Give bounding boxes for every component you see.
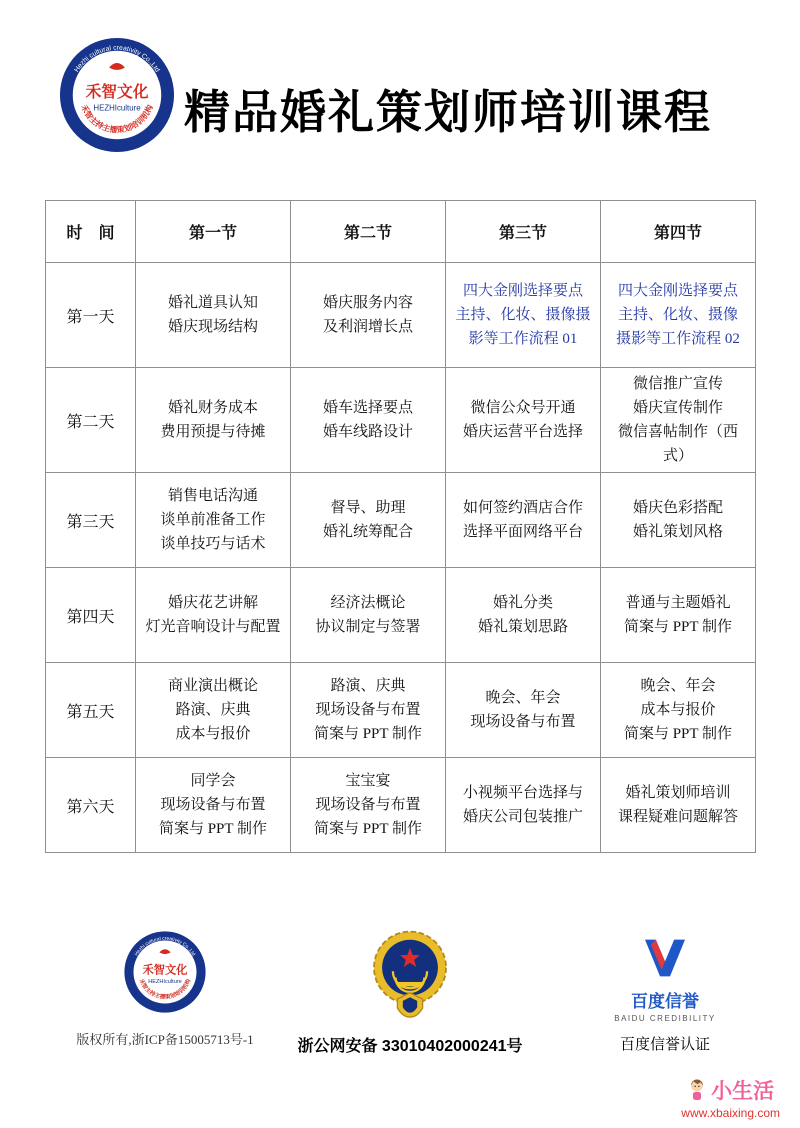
- course-line: 路演、庆典: [175, 702, 251, 718]
- logo-ring-top-text: Hezhi cultural creativity Co.,Ltd: [73, 44, 161, 74]
- day-label: 第五天: [46, 663, 136, 758]
- course-line: 晚会、年会: [485, 690, 561, 706]
- course-line: 婚礼统筹配合: [322, 524, 413, 540]
- logo-latin-text: HEZHIculture: [148, 979, 182, 986]
- logo-name-text: 禾智文化: [85, 83, 149, 101]
- course-line: 婚礼策划风格: [632, 524, 723, 540]
- course-cell: [136, 663, 291, 758]
- course-line: 婚车线路设计: [322, 424, 413, 440]
- course-line: 婚礼策划思路: [477, 619, 568, 635]
- police-record-text: 浙公网安备 33010402000241号: [297, 1038, 523, 1055]
- day-label: 第四天: [46, 568, 136, 663]
- course-line: 婚庆现场结构: [167, 319, 258, 335]
- course-cell: [446, 263, 601, 368]
- table-row: [46, 263, 756, 368]
- logo-ring-top-text: Hezhi cultural creativity Co.,Ltd: [134, 936, 196, 958]
- course-line: 简案与 PPT 制作: [623, 726, 733, 742]
- course-cell: [136, 263, 291, 368]
- course-table-body: [46, 263, 756, 853]
- course-line: 现场设备与布置: [470, 714, 576, 730]
- course-line: 谈单技巧与话术: [160, 536, 266, 552]
- baidu-credibility-icon: [640, 936, 690, 980]
- course-line: 微信喜帖制作（西式）: [617, 424, 738, 464]
- course-cell: [291, 368, 446, 473]
- course-cell: [601, 263, 756, 368]
- logo-ring-bottom-text: 禾智主持主播策划培训机构: [137, 978, 193, 1001]
- header-session-4: 第四节: [601, 201, 756, 263]
- course-cell: [136, 473, 291, 568]
- course-cell: [291, 263, 446, 368]
- header-time: 时 间: [46, 201, 136, 263]
- course-line: 简案与 PPT 制作: [158, 821, 268, 837]
- course-cell: [291, 758, 446, 853]
- course-line: 婚礼道具认知: [167, 295, 258, 311]
- course-line: 路演、庆典: [330, 678, 406, 694]
- course-line: 婚庆色彩搭配: [632, 500, 723, 516]
- course-line: 婚礼分类: [492, 595, 553, 611]
- course-line: 婚庆宣传制作: [632, 400, 723, 416]
- course-line: 如何签约酒店合作: [462, 500, 583, 516]
- header-logo-block: [58, 36, 176, 159]
- day-label: 第一天: [46, 263, 136, 368]
- table-row: [46, 368, 756, 473]
- course-line: 宝宝宴: [345, 773, 391, 789]
- course-line: 销售电话沟通: [167, 488, 258, 504]
- table-row: [46, 663, 756, 758]
- course-line: 婚礼财务成本: [167, 400, 258, 416]
- course-cell: [446, 473, 601, 568]
- course-line: 同学会: [190, 773, 236, 789]
- table-row: [46, 568, 756, 663]
- header-session-3: 第三节: [446, 201, 601, 263]
- course-line: 普通与主题婚礼: [625, 595, 731, 611]
- course-line: 课程疑难问题解答: [617, 809, 738, 825]
- watermark-name: 小生活: [711, 1080, 775, 1103]
- course-line: 现场设备与布置: [315, 702, 421, 718]
- page-title: 精品婚礼策划师培训课程: [184, 86, 712, 138]
- course-line: 简案与 PPT 制作: [313, 821, 423, 837]
- table-header-row: [46, 201, 756, 263]
- footer-copyright-block: [55, 930, 275, 1048]
- site-watermark: [681, 1075, 780, 1120]
- table-row: [46, 473, 756, 568]
- course-cell: [291, 568, 446, 663]
- course-line: 婚庆服务内容: [322, 295, 413, 311]
- footer-baidu-block: [575, 936, 755, 1054]
- course-line: 经济法概论: [330, 595, 406, 611]
- logo-name-text: 禾智文化: [142, 964, 188, 977]
- day-label: 第二天: [46, 368, 136, 473]
- course-line: 摄影等工作流程 02: [616, 331, 740, 347]
- course-cell: [446, 368, 601, 473]
- course-cell: [601, 368, 756, 473]
- course-line: 婚车选择要点: [322, 400, 413, 416]
- course-line: 主持、化妆、摄像摄: [455, 307, 591, 323]
- header-session-2: 第二节: [291, 201, 446, 263]
- course-line: 选择平面网络平台: [462, 524, 583, 540]
- course-line: 微信推广宣传: [632, 376, 723, 392]
- course-cell: [291, 473, 446, 568]
- logo-latin-text: HEZHIculture: [93, 103, 141, 113]
- course-cell: [601, 568, 756, 663]
- course-cell: [446, 568, 601, 663]
- course-line: 小视频平台选择与: [462, 785, 583, 801]
- course-cell: [601, 473, 756, 568]
- icp-record-text: 版权所有,浙ICP备15005713号-1: [76, 1032, 254, 1047]
- course-line: 及利润增长点: [322, 319, 413, 335]
- course-cell: [446, 758, 601, 853]
- course-line: 简案与 PPT 制作: [623, 619, 733, 635]
- course-line: 四大金刚选择要点: [462, 283, 583, 299]
- watermark-url: www.xbaixing.com: [681, 1106, 780, 1120]
- course-cell: [601, 758, 756, 853]
- table-row: [46, 758, 756, 853]
- police-badge-icon: [365, 926, 455, 1020]
- course-line: 婚庆公司包装推广: [462, 809, 583, 825]
- course-line: 现场设备与布置: [315, 797, 421, 813]
- baidu-credibility-sub: BAIDU CREDIBILITY: [614, 1014, 716, 1023]
- baidu-cert-text: 百度信誉认证: [619, 1036, 710, 1053]
- course-line: 成本与报价: [640, 702, 716, 718]
- course-line: 简案与 PPT 制作: [313, 726, 423, 742]
- baidu-credibility-name: 百度信誉: [631, 992, 699, 1011]
- course-line: 督导、助理: [330, 500, 406, 516]
- course-schedule-table: [45, 200, 756, 853]
- course-line: 协议制定与签署: [315, 619, 421, 635]
- day-label: 第三天: [46, 473, 136, 568]
- course-cell: [136, 368, 291, 473]
- day-label: 第六天: [46, 758, 136, 853]
- course-cell: [136, 758, 291, 853]
- course-cell: [446, 663, 601, 758]
- course-line: 谈单前准备工作: [160, 512, 266, 528]
- course-cell: [291, 663, 446, 758]
- course-cell: [601, 663, 756, 758]
- hezhi-logo: [123, 930, 207, 1014]
- course-line: 商业演出概论: [167, 678, 258, 694]
- course-line: 现场设备与布置: [160, 797, 266, 813]
- course-line: 婚礼策划师培训: [625, 785, 731, 801]
- mascot-icon: [687, 1077, 707, 1103]
- course-line: 影等工作流程 01: [468, 331, 578, 347]
- header-session-1: 第一节: [136, 201, 291, 263]
- course-cell: [136, 568, 291, 663]
- logo-ring-bottom-text: 禾智主持主播策划培训机构: [79, 103, 155, 135]
- hezhi-logo: [58, 36, 176, 154]
- course-line: 微信公众号开通: [470, 400, 576, 416]
- course-line: 费用预提与待摊: [160, 424, 266, 440]
- course-line: 灯光音响设计与配置: [145, 619, 281, 635]
- course-line: 婚庆花艺讲解: [167, 595, 258, 611]
- course-line: 成本与报价: [175, 726, 251, 742]
- footer-police-block: [290, 926, 530, 1056]
- course-line: 主持、化妆、摄像: [617, 307, 738, 323]
- course-line: 婚庆运营平台选择: [462, 424, 583, 440]
- course-line: 四大金刚选择要点: [617, 283, 738, 299]
- course-line: 晚会、年会: [640, 678, 716, 694]
